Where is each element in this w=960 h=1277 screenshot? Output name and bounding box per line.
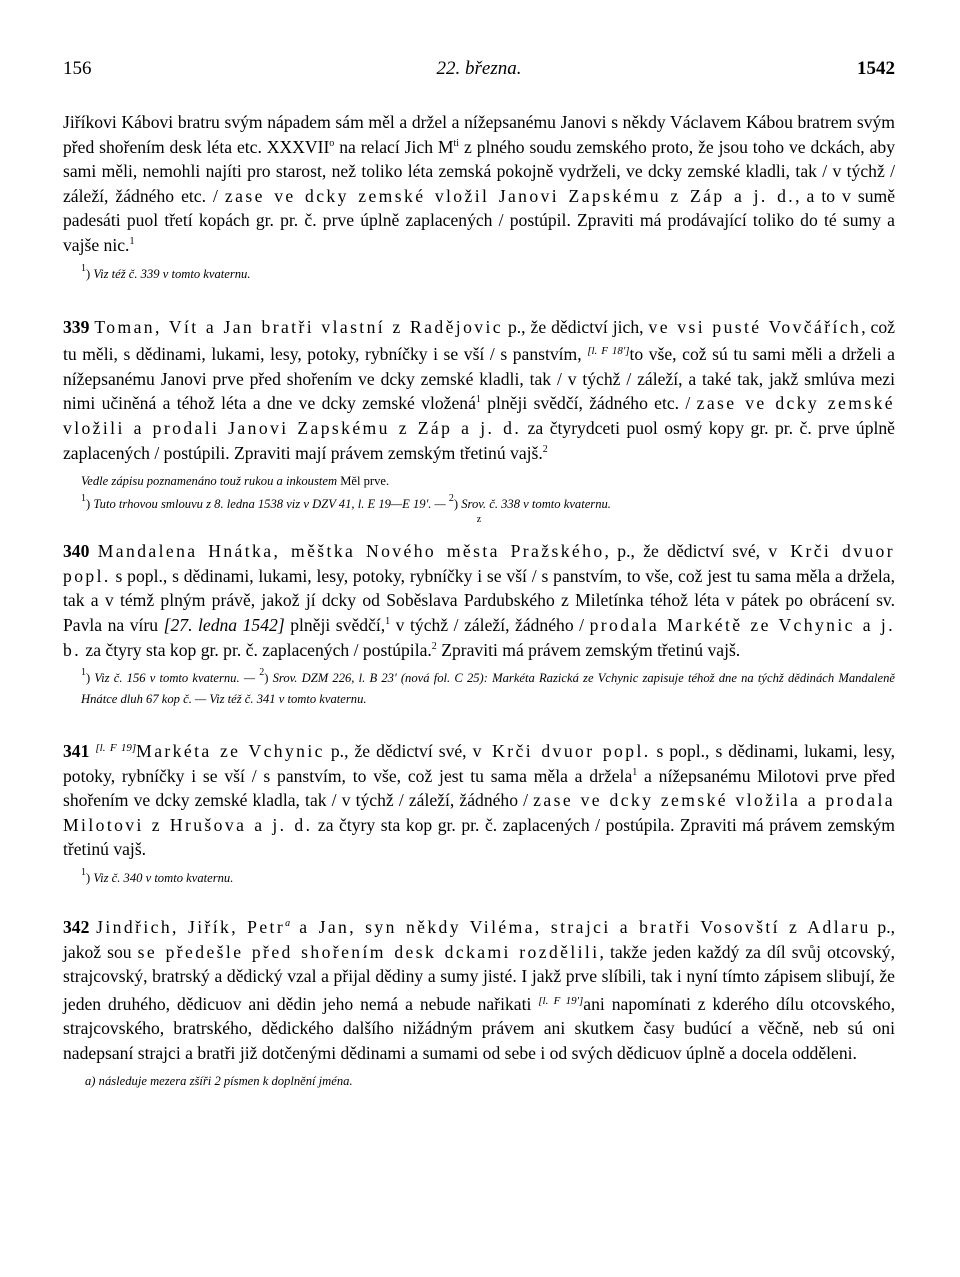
- footnote-text: Srov. DZM 226, l. B 23' (nová fol. C 25): Markéta Razická ze Vchynic zapisuje téhož dne na týchž dědinách Mandaleně Hnátce dluh 67 kop č. — Viz též č. 341 v tomto kvaternu.: [81, 671, 895, 707]
- text-segment: Zpraviti má právem zemským třetinú vajš.: [436, 639, 741, 660]
- intro-paragraph: [63, 110, 895, 258]
- note-text: následuje mezera zšíři 2 písmen k doplnění jména.: [98, 1073, 353, 1088]
- spaced-text: zase ve dcky zemské vložil Janovi Zapskému z Záp a j. d.: [224, 185, 796, 206]
- footnote-ref: 2: [431, 640, 437, 652]
- footnote-intro: $^1$) Viz též č. 339 v tomto kvaternu.: [81, 262, 251, 281]
- separator-mark: z: [476, 514, 482, 526]
- footnote-text: Viz č. 156 v tomto kvaternu. —: [94, 671, 260, 686]
- editorial-note-ref: a: [285, 918, 291, 930]
- text-segment: p., jakož sou: [63, 917, 896, 962]
- entry-number: 341: [63, 741, 90, 762]
- page-number: 156: [63, 58, 92, 79]
- text-segment: na relací Jich M: [334, 136, 454, 157]
- footnotes-339: $^1$) Tuto trhovou smlouvu z 8. ledna 1538 viz v DZV 41, l. E 19—E 19'. — $^2$) Srov. č. 338 v tomto kvaternu.: [81, 493, 611, 512]
- footnote-ref: 1: [385, 615, 391, 627]
- text-segment: za čtyry sta kop gr. pr. č. zaplacených / postúpila.: [81, 639, 432, 660]
- text-segment: p., že dědictví své,: [324, 741, 473, 762]
- footnote-ref: 1: [632, 766, 638, 778]
- footnote-text: Srov. č. 338 v tomto kvaternu.: [461, 497, 611, 512]
- spaced-text: v Krči dvuor popl.: [472, 741, 651, 762]
- note-text: Vedle zápisu poznamenáno touž rukou a inkoustem: [81, 474, 341, 489]
- text-segment: , p., že dědictví své,: [604, 541, 769, 562]
- text-segment: to vše, což sú tu sami měli a drželi a nížepsanému Janovi prve před shořením ve dcky zemské kladli, tak / v týchž / záleží, a také tak, jakž smlúva mezi nimi učiněná a téhož léta a dne ve dcky zemské vložená: [63, 344, 895, 414]
- entry-number: 340: [63, 541, 90, 562]
- header-date: 22. března.: [436, 58, 522, 79]
- entry-names: Jindřich, Jiřík, Petr: [96, 917, 286, 938]
- footnotes-341: $^1$) Viz č. 340 v tomto kvaternu.: [81, 867, 234, 886]
- footnote-mark: 1: [81, 262, 86, 274]
- footnote-ref: 2: [542, 443, 548, 455]
- text-segment: , a to v sumě padesáti puol třetí kopách gr. pr. č. prve úplně zaplacených / postúpil. Zpraviti má prodávající toliko do té sumy a vajše nic.: [63, 185, 896, 255]
- entry-342: [63, 915, 895, 1066]
- text-segment: z plného soudu zemského proto, že jsou toho ve dckách, aby sami měli, nemohli najíti pro starost, než toliko léta zemská pokojně vydrželi, ve dcky zemské kladli, tak / v týchž / záleží, žádného etc. /: [63, 136, 895, 206]
- footnote-text: Viz též č. 339 v tomto kvaternu.: [93, 266, 251, 281]
- spaced-text: se předešle před shořením desk dckami rozdělili: [137, 941, 600, 962]
- entry-341: [63, 736, 895, 862]
- folio-reference: [l. F 19]: [95, 742, 137, 755]
- superscript: ti: [453, 137, 460, 149]
- folio-reference: [l. F 19']: [538, 994, 584, 1007]
- superscript: o: [329, 137, 335, 149]
- editorial-note-342: [85, 1071, 895, 1091]
- footnote-text: Viz č. 340 v tomto kvaternu.: [93, 871, 234, 886]
- date-insert: [27. ledna 1542]: [163, 614, 285, 635]
- footnote-mark: 2: [448, 493, 454, 505]
- text-segment: , takže jeden každý za díl svůj otcovský, strajcovský, bratrský a dědický vzal a přijal dědiny a sumy jisté. I jakž prve slíbili, tak i nyní tímto zápisem slibují, že jeden druhého, dědicuov ani dědin jeho nemá a nebude nařikati: [63, 941, 896, 1014]
- text-segment: , což tu měli, s dědinami, lukami, lesy, potoky, rybníčky i se vší / s panstvím,: [63, 316, 895, 365]
- note-mark: a): [85, 1073, 96, 1088]
- entry-names: Toman, Vít a Jan bratři vlastní z Radějovic: [94, 316, 503, 337]
- text-segment: plněji svědčí,: [284, 614, 386, 635]
- text-segment: a nížepsanému Milotovi prve před shořením ve dcky zemské kladla, tak / v týchž / záleží, žádného /: [63, 765, 895, 811]
- footnote-ref: 1: [475, 394, 481, 406]
- document-page: [63, 58, 895, 1091]
- entry-number: 339: [63, 316, 90, 337]
- text-segment: ani napomínati z kderého dílu otcovského, strajcovského, bratrského, dědického dalšího nižádným právem ani skutkem časy budúcí a věčně, neb sú oni nadepsaní strajci a bratři již dotčenými dědinami a sumami od sebe i od svých dědicuov úplně a docela odděleni.: [63, 993, 895, 1064]
- footnote-mark: 2: [259, 667, 265, 679]
- spaced-text: zase ve dcky zemské vložila a prodala Milotovi z Hrušova a j. d.: [63, 790, 896, 835]
- entry-names: a Jan, syn někdy Viléma, strajci a bratři Vosovští z Adlaru: [290, 917, 871, 938]
- note-quote: Měl prve.: [340, 474, 390, 489]
- text-segment: s popl., s dědinami, lukami, lesy, potoky, rybníčky i se vší / s panstvím, to vše, což jest tu sama měla a držela, tak a v témž plným právě, jakož jí dcky od Soběslava Pardubského z Miletínka téhož léta v pátek po obrácení sv. Pavla na víru: [63, 565, 895, 635]
- entry-340: [63, 539, 895, 662]
- entry-number: 342: [63, 917, 90, 938]
- text-segment: s popl., s dědinami, lukami, lesy, potoky, rybníčky i se vší / s panstvím, to vše, což jest tu sama měla a držela: [63, 741, 895, 786]
- footnote-text: Tuto trhovou smlouvu z 8. ledna 1538 viz v DZV 41, l. E 19—E 19'. —: [93, 497, 449, 512]
- spaced-text: v Krči dvuor popl.: [63, 541, 896, 586]
- footnote-ref: 1: [129, 235, 135, 247]
- text-segment: Jiříkovi Kábovi bratru svým nápadem sám měl a držel a nížepsanému Janovi s někdy Václavem Kábou bratrem svým před shořením desk léta etc. XXXVII: [63, 112, 895, 157]
- entry-names: Markéta ze Vchynic: [136, 741, 325, 762]
- footnote-mark: 1: [81, 867, 86, 879]
- spaced-text: ve vsi pusté Vovčářích: [648, 316, 862, 337]
- folio-reference: [l. F 18']: [587, 345, 630, 358]
- entry-339: [63, 315, 895, 466]
- header-year: 1542: [857, 58, 895, 79]
- footnote-mark: 1: [81, 493, 86, 505]
- running-header: [63, 58, 895, 88]
- marginal-note-339: [81, 471, 895, 492]
- text-segment: za čtyrydceti puol osmý kopy gr. pr. č. prve úplně zaplacených / postúpili. Zpraviti mají právem zemským třetinú vajš.: [63, 417, 895, 463]
- text-segment: v týchž / záleží, žádného /: [390, 614, 590, 635]
- text-segment: za čtyry sta kop gr. pr. č. zaplacených / postúpila. Zpraviti má právem zemským třetinú vajš.: [63, 814, 895, 860]
- text-segment: plněji svědčí, žádného etc. /: [480, 393, 697, 414]
- spaced-text: prodala Markétě ze Vchynic a j. b.: [63, 614, 895, 660]
- spaced-text: zase ve dcky zemské vložili a prodali Janovi Zapskému z Záp a j. d.: [63, 393, 895, 438]
- entry-names: Mandalena Hnátka, měštka Nového města Pražského: [97, 541, 605, 562]
- text-segment: p., že dědictví jich,: [502, 316, 649, 337]
- footnotes-340: $^1$) Viz č. 156 v tomto kvaternu. — $^2$) Srov. DZM 226, l. B 23' (nová fol. C 25): Markéta Razická ze Vchynic zapisuje téhož dne na týchž dědinách Mandaleně Hnátce dluh 67 kop č. — Viz též č. 341 v tomto kvaternu.: [81, 667, 895, 707]
- footnote-mark: 1: [81, 667, 86, 679]
